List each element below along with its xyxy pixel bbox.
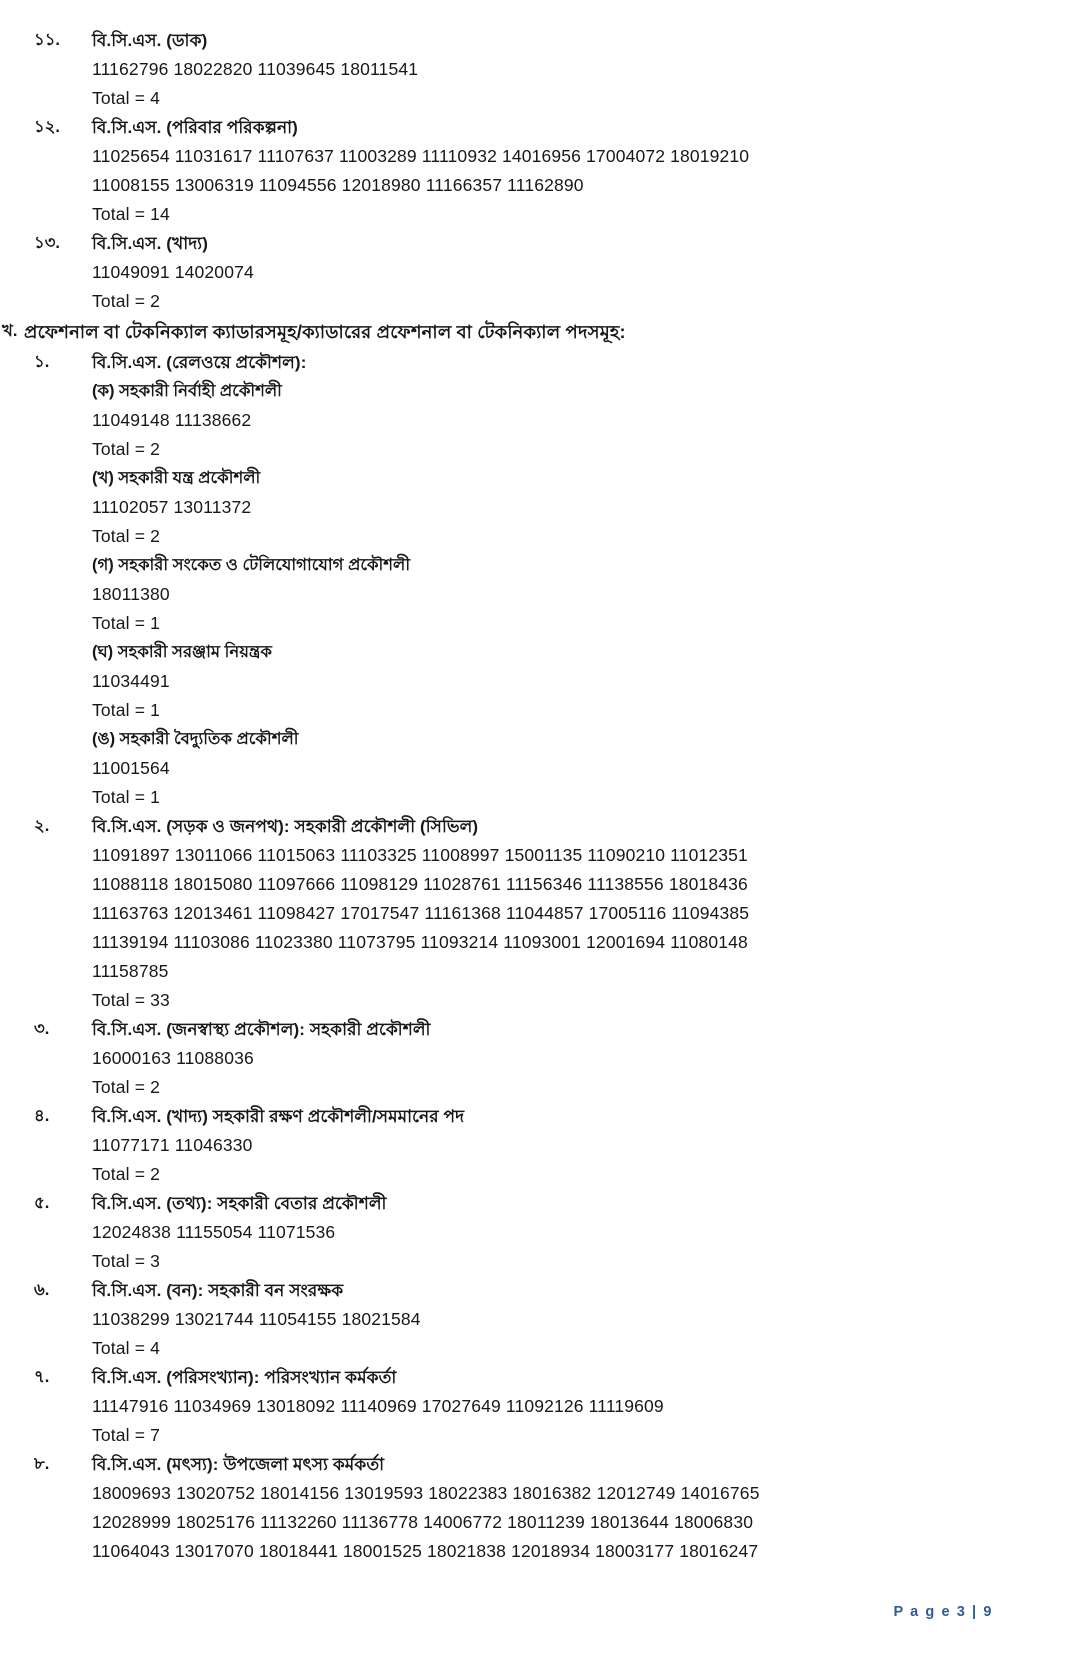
total-label: Total = 2 [92,1164,160,1184]
total-label: Total = 3 [92,1251,160,1271]
item-body [92,1015,1019,1102]
total-label: Total = 2 [92,1077,160,1097]
cadre-title: বি.সি.এস. (জনস্বাস্থ্য প্রকৌশল): সহকারী প্রকৌশলী [92,1020,431,1039]
sub-item [92,377,1019,464]
roll-line: 11049148 11138662 [92,410,252,430]
roll-line: 11088118 18015080 11097666 11098129 11028761 11156346 11138556 18018436 [92,874,748,894]
cadre-title: বি.সি.এস. (পরিসংখ্যান): পরিসংখ্যান কর্মকর্তা [92,1368,397,1387]
item-number: ৪. [34,1107,50,1125]
roll-line: 11102057 13011372 [92,497,252,517]
section-title: প্রফেশনাল বা টেকনিক্যাল ক্যাডারসমূহ/ক্যাডারের প্রফেশনাল বা টেকনিক্যাল পদসমূহ: [24,322,626,342]
roll-line: 11064043 13017070 18018441 18001525 18021838 12018934 18003177 18016247 [92,1541,759,1561]
list-item [0,229,1019,316]
item-body [92,812,1019,1015]
roll-line: 18009693 13020752 18014156 13019593 18022383 18016382 12012749 14016765 [92,1483,760,1503]
list-item [0,812,1019,1015]
sub-item-label: (ঘ) সহকারী সরঞ্জাম নিয়ন্ত্রক [92,643,272,661]
total-label: Total = 33 [92,990,170,1010]
item-body [92,1189,1019,1276]
roll-line: 11158785 [92,961,169,981]
item-number: ৭. [34,1368,50,1386]
list-item [0,1189,1019,1276]
roll-line: 11091897 13011066 11015063 11103325 11008997 15001135 11090210 11012351 [92,845,748,865]
roll-line: 18011380 [92,584,170,604]
list-item [0,348,1019,812]
roll-line: 11077171 11046330 [92,1135,253,1155]
item-number: ১৩. [34,234,61,252]
total-label: Total = 4 [92,88,160,108]
roll-line: 11139194 11103086 11023380 11073795 11093214 11093001 12001694 11080148 [92,932,748,952]
item-body [92,113,1019,229]
cadre-title: বি.সি.এস. (বন): সহকারী বন সংরক্ষক [92,1281,344,1300]
cadre-title: বি.সি.এস. (সড়ক ও জনপথ): সহকারী প্রকৌশলী (সিভিল) [92,817,479,836]
list-item [0,1363,1019,1450]
cadre-title: বি.সি.এস. (মৎস্য): উপজেলা মৎস্য কর্মকর্তা [92,1455,385,1474]
item-body [92,1276,1019,1363]
section-heading-row [0,316,1019,348]
item-number: ১১. [34,31,60,49]
item-body [92,229,1019,316]
cadre-title: বি.সি.এস. (খাদ্য) [92,234,208,253]
total-label: Total = 7 [92,1425,160,1445]
item-number: ১. [34,353,50,371]
item-body [92,26,1019,113]
item-body [92,1450,1019,1566]
list-item [0,1450,1019,1566]
total-label: Total = 2 [92,291,160,311]
page-footer: P a g e 3 | 9 [893,1604,993,1620]
item-number: ৩. [34,1020,50,1038]
sub-item-label: (ক) সহকারী নির্বাহী প্রকৌশলী [92,382,282,400]
sub-item-label: (খ) সহকারী যন্ত্র প্রকৌশলী [92,469,261,487]
section-heading-body [24,316,1019,348]
total-label: Total = 14 [92,204,170,224]
roll-line: 11038299 13021744 11054155 18021584 [92,1309,421,1329]
roll-line: 11049091 14020074 [92,262,254,282]
list-item [0,26,1019,113]
total-label: Total = 1 [92,787,160,807]
roll-line: 11008155 13006319 11094556 12018980 11166357 11162890 [92,175,584,195]
cadre-title: বি.সি.এস. (খাদ্য) সহকারী রক্ষণ প্রকৌশলী/সমমানের পদ [92,1107,465,1126]
sub-item-label: (গ) সহকারী সংকেত ও টেলিযোগাযোগ প্রকৌশলী [92,556,411,574]
roll-line: 11034491 [92,671,170,691]
section-marker: খ. [2,322,18,340]
roll-line: 11163763 12013461 11098427 17017547 11161368 11044857 17005116 11094385 [92,903,750,923]
roll-line: 16000163 11088036 [92,1048,254,1068]
top-items-group [0,26,1019,316]
cadre-title: বি.সি.এস. (পরিবার পরিকল্পনা) [92,118,298,137]
sub-item [92,638,1019,725]
total-label: Total = 1 [92,700,160,720]
sub-item [92,551,1019,638]
total-label: Total = 2 [92,526,160,546]
item-number: ৬. [34,1281,50,1299]
cadre-title: বি.সি.এস. (তথ্য): সহকারী বেতার প্রকৌশলী [92,1194,387,1213]
roll-line: 11001564 [92,758,170,778]
sub-item-label: (ঙ) সহকারী বৈদ্যুতিক প্রকৌশলী [92,730,299,748]
list-item [0,1276,1019,1363]
roll-line: 11147916 11034969 13018092 11140969 17027649 11092126 11119609 [92,1396,664,1416]
list-item [0,113,1019,229]
total-label: Total = 4 [92,1338,160,1358]
item-number: ২. [34,817,50,835]
cadre-title: বি.সি.এস. (ডাক) [92,31,208,50]
roll-line: 11162796 18022820 11039645 18011541 [92,59,419,79]
item-number: ৫. [34,1194,50,1212]
roll-line: 12024838 11155054 11071536 [92,1222,336,1242]
roll-line: 12028999 18025176 11132260 11136778 14006772 18011239 18013644 18006830 [92,1512,754,1532]
list-item [0,1102,1019,1189]
sub-item [92,725,1019,812]
item-body [92,1102,1019,1189]
item-body [92,348,1019,812]
sub-item [92,464,1019,551]
cadre-title: বি.সি.এস. (রেলওয়ে প্রকৌশল): [92,353,307,372]
item-body [92,1363,1019,1450]
total-label: Total = 1 [92,613,160,633]
list-item [0,1015,1019,1102]
total-label: Total = 2 [92,439,160,459]
item-number: ৮. [34,1455,50,1473]
item-number: ১২. [34,118,61,136]
roll-line: 11025654 11031617 11107637 11003289 11110932 14016956 17004072 18019210 [92,146,750,166]
